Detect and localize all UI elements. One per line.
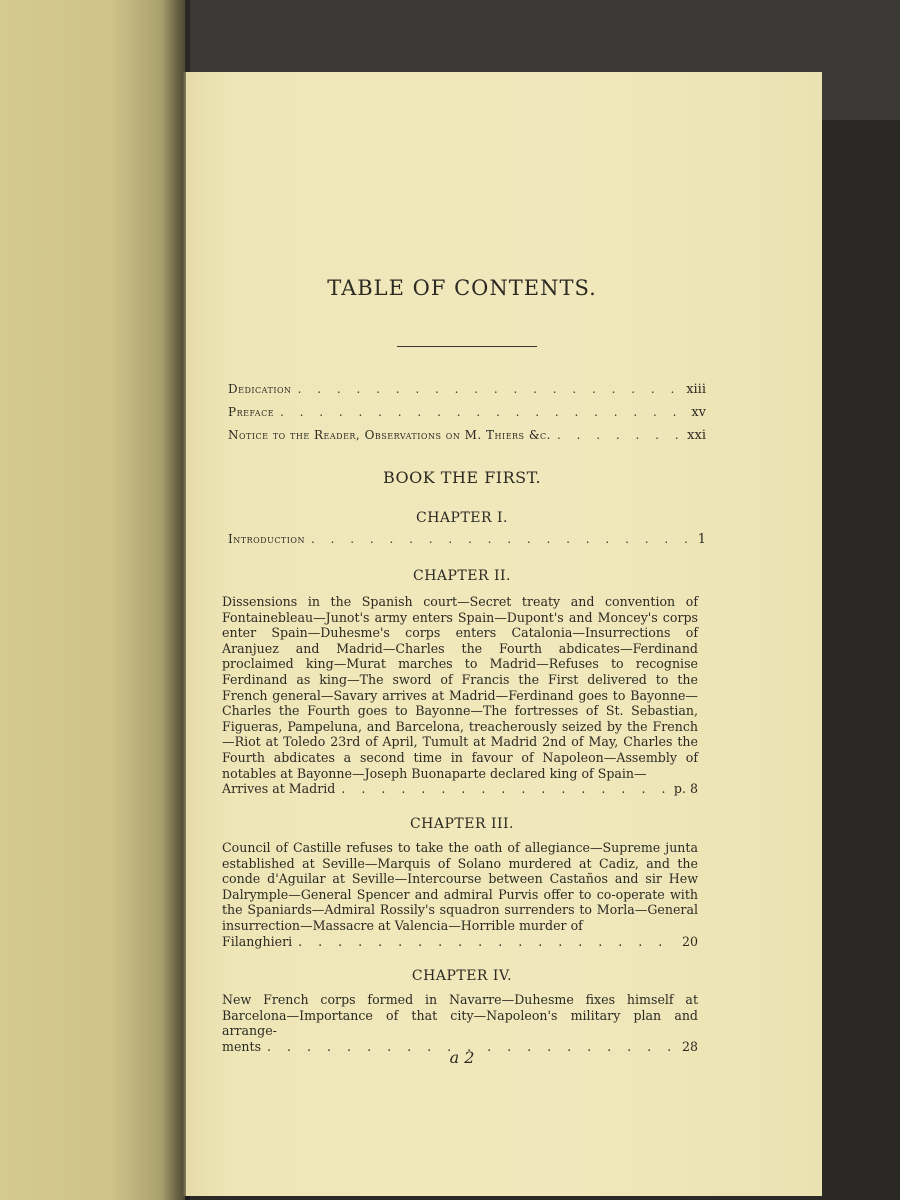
chapter-2-heading: CHAPTER II.	[412, 568, 511, 584]
chapter-summary-end	[222, 781, 698, 797]
toc-entry-dedication	[228, 382, 706, 397]
chapter-page: p. 8	[673, 781, 698, 797]
chapter-summary-text: Dissensions in the Spanish court—Secret treaty and convention of Fontainebleau—Junot's army enters Spain—Dupont's and Moncey's corps enter Spain—Duhesme's corps enters Catalonia—Insurrections of Aranjuez and Madrid—Charles the Fourth abdicates—Ferdinand proclaimed king—Murat marches to Madrid—Refuses to recognise Ferdinand as king—The sword of Francis the First delivered to the French general—Savary arrives at Madrid—Ferdinand goes to Bayonne—Charles the Fourth goes to Bayonne—The fortresses of St. Sebastian, Figueras, Pampeluna, and Barcelona, treacherously seized by the French—Riot at Toledo 23rd of April, Tumult at Madrid 2nd of May, Charles the Fourth abdicates a second time in favour of Napoleon—Assembly of notables at Bayonne—Joseph Buonaparte declared king of Spain—	[222, 594, 698, 781]
leader-dots	[280, 405, 685, 419]
chapter-1-heading: CHAPTER I.	[416, 510, 508, 526]
chapter-4-heading: CHAPTER IV.	[411, 968, 513, 984]
title-rule	[397, 346, 537, 347]
page-title: TABLE OF CONTENTS.	[327, 276, 597, 300]
toc-entry-label: Dedication	[228, 382, 292, 396]
chapter-4-summary	[222, 992, 698, 1054]
chapter-summary-end-text: ments	[222, 1038, 262, 1054]
chapter-summary-text: New French corps formed in Navarre—Duhesme fixes himself at Barcelona—Importance of that city—Napoleon's military plan and arrange-	[222, 992, 698, 1039]
chapter-2-summary	[222, 594, 698, 797]
left-page	[0, 0, 185, 1200]
toc-entry-introduction	[228, 532, 706, 547]
chapter-summary-end	[222, 934, 698, 950]
toc-entry-page: xv	[691, 405, 706, 420]
chapter-3-heading: CHAPTER III.	[409, 816, 515, 832]
toc-entry-label: Introduction	[228, 532, 305, 546]
leader-dots	[341, 781, 668, 797]
toc-entry-label: Notice to the Reader, Observations on M. Thiers &c.	[228, 428, 551, 442]
toc-entry-page: 1	[697, 532, 706, 547]
leader-dots	[298, 382, 681, 396]
chapter-3-summary	[222, 840, 698, 949]
chapter-summary-end-text: Arrives at Madrid	[222, 781, 336, 797]
chapter-page: 28	[681, 1038, 698, 1054]
chapter-summary-end-text: Filanghieri	[222, 933, 293, 949]
leader-dots	[298, 934, 676, 950]
leader-dots	[557, 428, 681, 442]
toc-entry-notice	[228, 428, 706, 443]
chapter-summary-text: Council of Castille refuses to take the oath of allegiance—Supreme junta established at Seville—Marquis of Solano murdered at Cadiz, and the conde d'Aguilar at Seville—Intercourse between Castaños and sir Hew Dalrymple—General Spencer and admiral Purvis offer to co-operate with the Spaniards—Admiral Rossily's squadron surrenders to Morla—General insurrection—Massacre at Valencia—Horrible murder of	[222, 840, 698, 933]
toc-entry-page: xiii	[686, 382, 706, 397]
contents-page	[186, 72, 822, 1196]
toc-entry-preface	[228, 405, 706, 420]
toc-entry-page: xxi	[687, 428, 706, 443]
leader-dots	[311, 532, 692, 546]
chapter-page: 20	[681, 933, 698, 949]
toc-entry-label: Preface	[228, 405, 275, 419]
book-heading: BOOK THE FIRST.	[382, 468, 542, 487]
page-signature: a 2	[449, 1048, 475, 1067]
